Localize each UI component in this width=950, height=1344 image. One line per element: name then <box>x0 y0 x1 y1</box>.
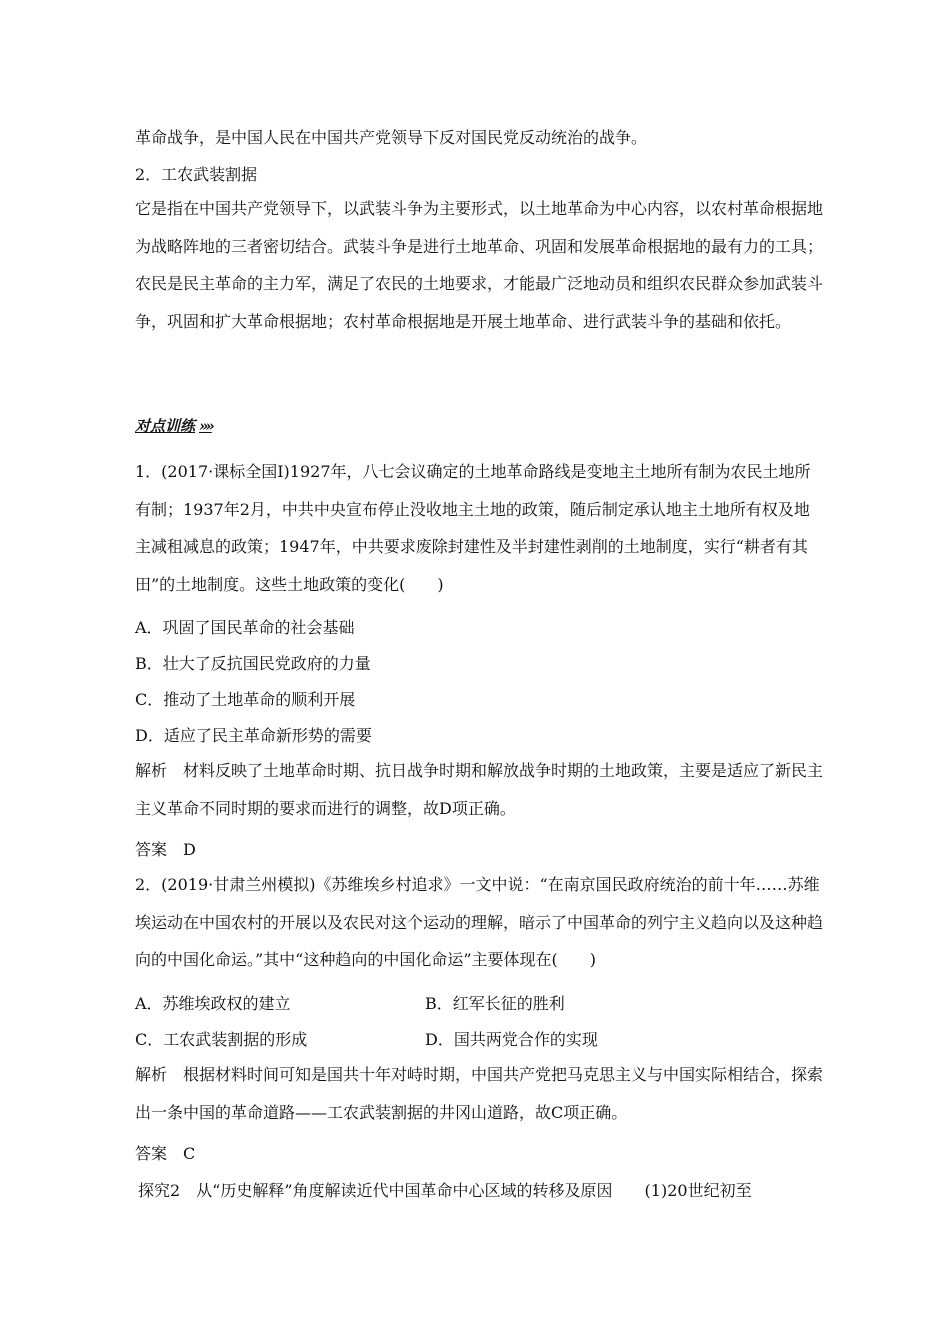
answer-value: C <box>183 1144 196 1163</box>
question-2-option-c: C．工农武装割据的形成 <box>135 1030 308 1049</box>
question-2-answer <box>135 1143 195 1165</box>
question-2-option-a: A．苏维埃政权的建立 <box>135 994 291 1013</box>
intro-line: 革命战争，是中国人民在中国共产党领导下反对国民党反动统治的战争。 <box>135 128 648 147</box>
chevron-right-icon: »» <box>199 417 212 435</box>
explore-heading: 探究2 从“历史解释”角度解读近代中国革命中心区域的转移及原因 (1)20世纪初至 <box>138 1181 752 1200</box>
analysis-label: 解析 <box>135 761 168 780</box>
answer-value: D <box>183 840 196 859</box>
training-heading <box>135 415 212 436</box>
analysis-label: 解析 <box>135 1065 168 1084</box>
intro-paragraph: 它是指在中国共产党领导下，以武装斗争为主要形式，以土地革命为中心内容，以农村革命根据地为战略阵地的三者密切结合。武装斗争是进行土地革命、巩固和发展革命根据地的最有力的工具；农民是民主革命的主力军，满足了农民的土地要求，才能最广泛地动员和组织农民群众参加武装斗争，巩固和扩大革命根据地；农村革命根据地是开展土地革命、进行武装斗争的基础和依托。 <box>135 199 824 331</box>
question-1-option-b: B．壮大了反抗国民党政府的力量 <box>135 654 371 673</box>
training-heading-text: 对点训练 <box>135 417 196 435</box>
question-1-answer <box>135 839 196 861</box>
question-1-option-d: D．适应了民主革命新形势的需要 <box>135 726 372 745</box>
question-1-analysis <box>135 752 825 827</box>
section-title: 2．工农武装割据 <box>135 165 258 184</box>
analysis-text: 材料反映了土地革命时期、抗日战争时期和解放战争时期的土地政策，主要是适应了新民主主义革命不同时期的要求而进行的调整，故D项正确。 <box>135 761 824 818</box>
question-1-option-c: C．推动了土地革命的顺利开展 <box>135 690 356 709</box>
question-2-option-d: D．国共两党合作的实现 <box>425 1030 598 1049</box>
question-2-option-b: B．红军长征的胜利 <box>425 994 565 1013</box>
question-2-stem: 2．(2019·甘肃兰州模拟)《苏维埃乡村追求》一文中说：“在南京国民政府统治的前十年……苏维埃运动在中国农村的开展以及农民对这个运动的理解，暗示了中国革命的列宁主义趋向以及这种趋向的中国化命运。”其中“这种趋向的中国化命运”主要体现在( ) <box>135 875 824 969</box>
question-1-option-a: A．巩固了国民革命的社会基础 <box>135 618 355 637</box>
answer-label: 答案 <box>135 1144 168 1163</box>
question-2-analysis <box>135 1056 825 1131</box>
analysis-text: 根据材料时间可知是国共十年对峙时期，中国共产党把马克思主义与中国实际相结合，探索出一条中国的革命道路——工农武装割据的井冈山道路，故C项正确。 <box>135 1065 824 1122</box>
question-1-stem: 1．(2017·课标全国Ⅰ)1927年，八七会议确定的土地革命路线是变地主土地所有制为农民土地所有制；1937年2月，中共中央宣布停止没收地主土地的政策，随后制定承认地主土地所有权及地主减租减息的政策；1947年，中共要求废除封建性及半封建性剥削的土地制度，实行“耕者有其田”的土地制度。这些土地政策的变化( ) <box>135 462 811 594</box>
answer-label: 答案 <box>135 840 168 859</box>
